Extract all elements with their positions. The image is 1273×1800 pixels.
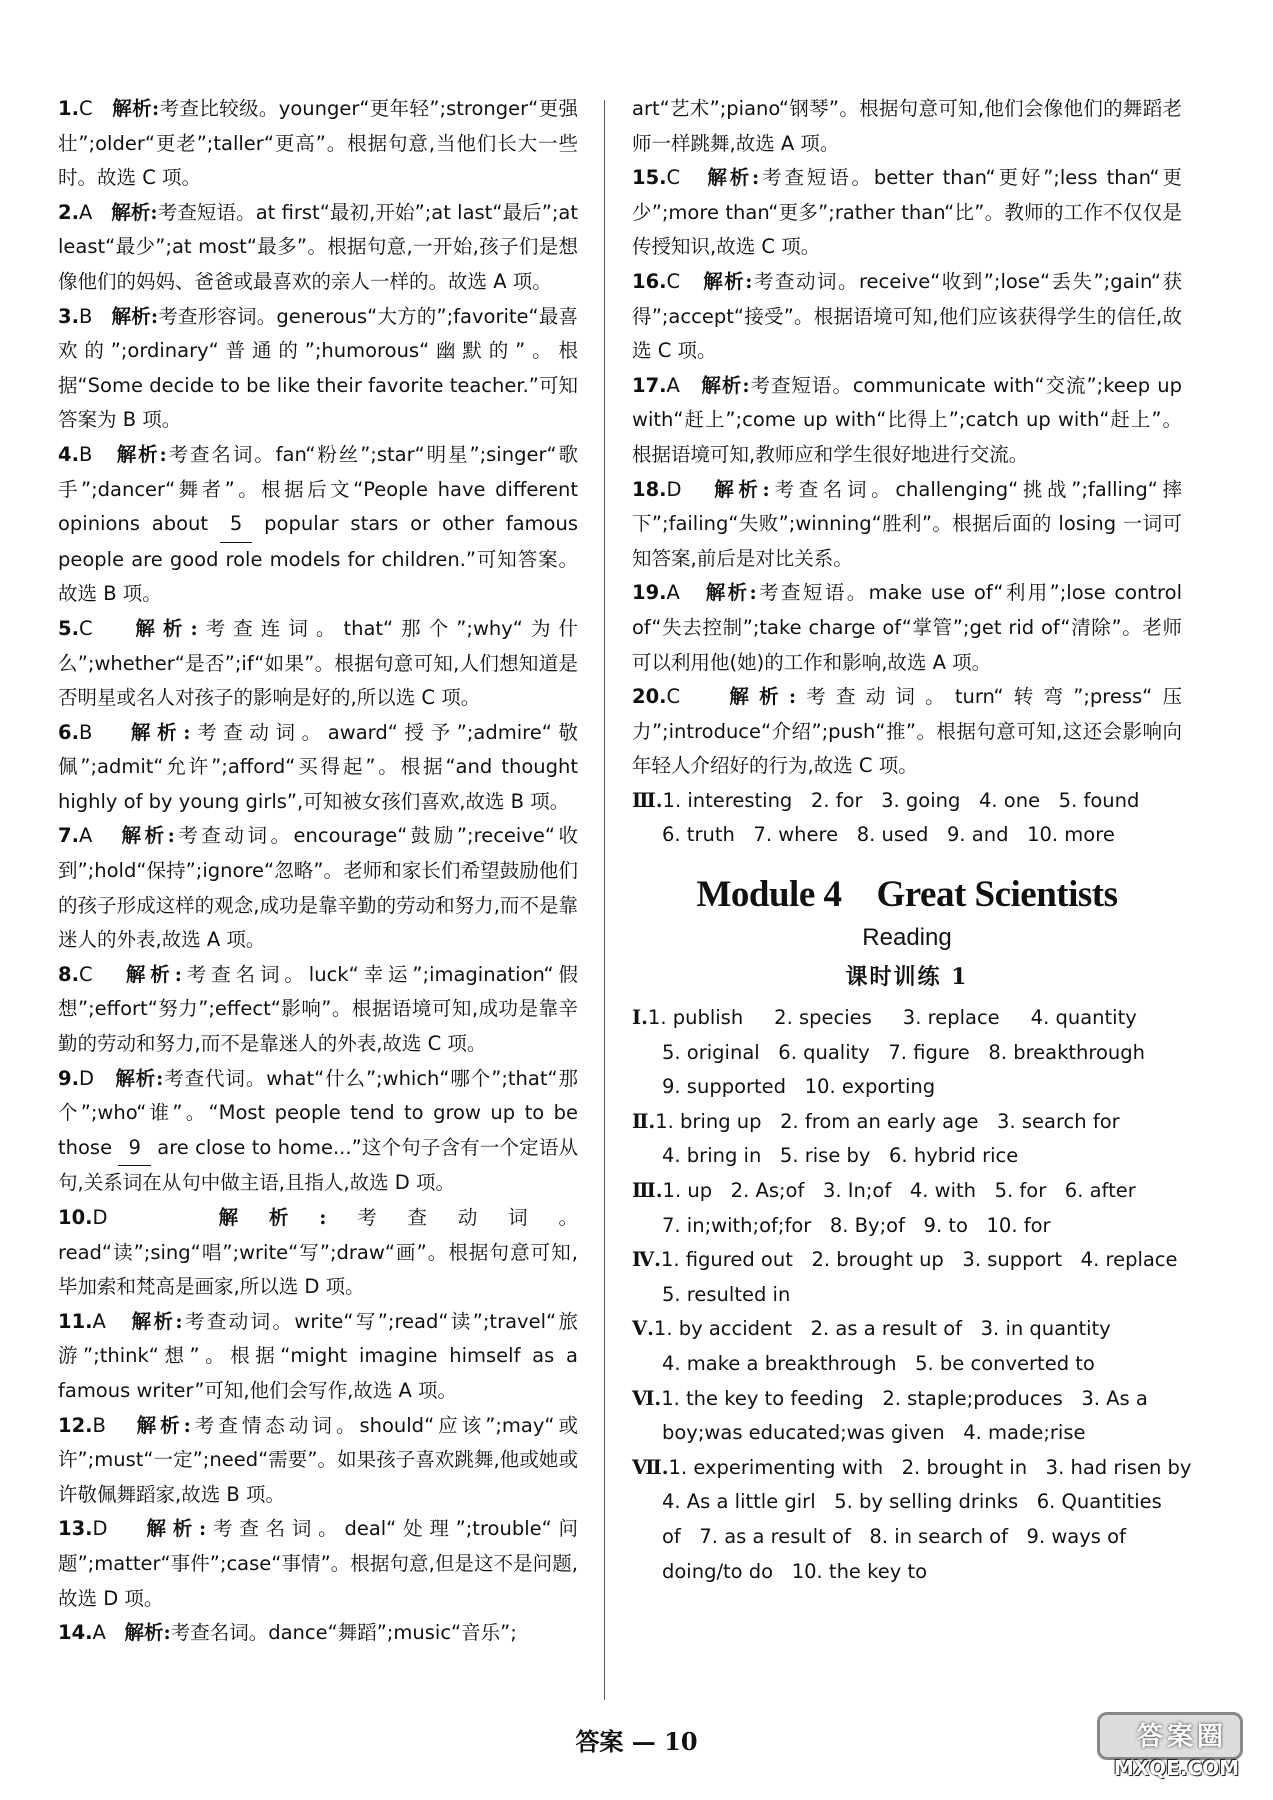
item-number: 7. [58,824,79,848]
item-number: 15. [632,166,667,190]
item-answer: A [666,373,680,397]
analysis-label: 解析: [218,1206,327,1229]
analysis-text: 考查形容词。generous“大方的”;favorite“最喜欢的”;ordinary“普通的”;humorous“幽默的”。根据“Some decide to be like their favorite teacher.”可知答案为 B 项。 [58,304,578,432]
item-number: 17. [632,373,667,397]
exercise-section [632,1174,1182,1243]
analysis-label: 解析: [131,1309,183,1333]
item-number: 16. [632,269,667,293]
section-line [632,1036,1182,1071]
analysis-text: 考查短语。better than“更好”;less than“更少”;more than“更多”;rather than“比”。教师的工作不仅仅是传授知识,故选 C 项。 [632,166,1182,259]
answer-item [632,265,1182,369]
item-number: 10. [58,1206,93,1229]
item-number: 18. [632,477,667,501]
analysis-label: 解析: [705,581,757,605]
answer-item [632,680,1182,784]
section-line-text: 9. supported 10. exporting [662,1075,936,1099]
item-number: 9. [58,1066,79,1090]
analysis-label: 解析: [111,304,159,328]
analysis-text: 考查名词。challenging“挑战”;falling“摔下”;failing“失败”;winning“胜利”。根据后面的 losing 一词可知答案,前后是对比关系。 [632,477,1182,570]
analysis-text: 考查代词。what“什么”;which“哪个”;that“那个”;who“谁”。“Most people tend to grow up to be those [58,1066,579,1159]
analysis-label: 解析: [121,824,175,848]
item-answer: B [78,304,93,328]
section-roman: Ⅱ. [632,1109,656,1133]
section-line [632,1451,1192,1486]
analysis-label: 解析: [701,373,750,397]
item-answer: C [666,685,681,709]
item-answer: A [92,1309,106,1333]
section-line [632,1312,1182,1347]
analysis-text: 考查动词。encourage“鼓励”;receive“收到”;hold“保持”;ignore“忽略”。老师和家长们希望鼓励他们的孩子形成这样的观念,成功是靠辛勤的劳动和努力,而不是靠迷人的外表,故选 A 项。 [58,824,578,952]
section-line-text: 1. by accident 2. as a result of 3. in quantity [653,1317,1111,1341]
analysis-label: 解析: [136,1413,191,1437]
item-answer: A [92,1621,106,1645]
section-line-text: of 7. as a result of 8. in search of 9. ways of [662,1524,1126,1548]
analysis-text: 考查动词。write“写”;read“读”;travel“旅游”;think“想”。根据“might imagine himself as a famous writer”可知,他们会写作,故选 A 项。 [58,1309,578,1402]
watermark-text: MXQE.COM [1113,1756,1239,1780]
item-number: 2. [58,200,79,224]
section-roman: Ⅶ. [632,1455,669,1479]
analysis-text: 考查短语。communicate with“交流”;keep up with“赶上”;come up with“比得上”;catch up with“赶上”。根据语境可知,教师应和学生很好地进行交流。 [632,373,1182,466]
lesson-heading: 课时训练 1 [845,964,969,991]
analysis-label: 解析: [111,200,158,224]
item-number: 6. [58,720,79,744]
exercise-section [632,1105,1182,1174]
section-line [632,1347,1182,1382]
section-line-text: 5. original 6. quality 7. figure 8. breakthrough [662,1040,1146,1064]
answer-item [58,1616,578,1651]
section-line-text: 4. As a little girl 5. by selling drinks 6. Quantities [662,1490,1162,1514]
exercise-section [632,1243,1182,1312]
section-line [632,1001,1182,1036]
section-line [632,1139,1182,1174]
reading-heading: Reading [862,924,952,952]
item-answer: D [78,1066,94,1090]
item-answer: B [78,442,93,466]
analysis-label: 解析: [112,97,160,120]
section-line-text: doing/to do 10. the key to [662,1559,928,1583]
section-roman: Ⅰ. [632,1006,648,1030]
section-line-text: 7. in;with;of;for 8. By;of 9. to 10. for [662,1213,1051,1237]
answer-item [58,1409,578,1513]
analysis-label: 解析: [116,442,167,466]
section-line [632,1209,1182,1244]
section-iii-line-1 [632,784,1182,819]
item-number: 11. [58,1309,93,1333]
section-line-text: 1. bring up 2. from an early age 3. search for [655,1109,1120,1133]
section-line-text: 1. the key to feeding 2. staple;produces 3. As a [661,1386,1148,1410]
item-number: 14. [58,1621,93,1645]
analysis-text: 考查动词。turn“转弯”;press“压力”;introduce“介绍”;push“推”。根据句意可知,这还会影响向年轻人介绍好的行为,故选 C 项。 [632,685,1182,778]
section-line-text: 1. figured out 2. brought up 3. support 4. replace [660,1248,1178,1272]
answer-item [58,300,578,438]
section-line [632,1416,1182,1451]
answer-item [58,438,578,612]
answer-item [58,1062,578,1201]
analysis-label: 解析: [135,616,198,640]
section-line [632,1174,1182,1209]
section-line: 1. interesting 2. for 3. going 4. one 5. found [662,788,1140,812]
answer-item [58,612,578,716]
answer-item [58,196,578,300]
item-number: 5. [58,616,79,640]
item-answer: C [78,962,93,986]
section-line-text: 1. experimenting with 2. brought in 3. had risen by [668,1455,1192,1479]
section-line [632,1070,1182,1105]
analysis-label: 解析: [130,720,191,744]
analysis-text: 考查名词。deal“处理”;trouble“问题”;matter“事件”;case“事情”。根据句意,但是这不是问题,故选 D 项。 [58,1517,578,1610]
section-roman: Ⅲ. [632,788,663,812]
section-roman: Ⅲ. [632,1179,663,1203]
item-answer: D [92,1517,108,1541]
analysis-label: 解析: [729,685,797,709]
answer-item [58,1305,578,1409]
analysis-text: 考查名词。dance“舞蹈”;music“音乐”; [170,1621,517,1645]
section-line [632,1520,1182,1555]
item-answer: A [78,824,93,848]
item-number: 19. [632,581,667,605]
section-roman: Ⅳ. [632,1248,661,1272]
analysis-text: 考查情态动词。should“应该”;may“或许”;must“一定”;need“需要”。如果孩子喜欢跳舞,他或她或许敬佩舞蹈家,故选 B 项。 [58,1413,578,1506]
analysis-text: are close to home...”这个句子含有一个定语从句,关系词在从句中做主语,且指人,故选 D 项。 [58,1135,578,1195]
section-line [632,1243,1182,1278]
item-answer: C [78,616,93,640]
module-title: Module 4 Great Scientists [696,874,1118,916]
analysis-label: 解析: [125,962,182,986]
section-line: 6. truth 7. where 8. used 9. and 10. more [662,823,1115,847]
analysis-text: 考查动词。award“授予”;admire“敬佩”;admit“允许”;afford“买得起”。根据“and thought highly of by young girls”,可知被女孩们喜欢,故选 B 项。 [58,720,578,813]
answer-item [58,819,578,957]
analysis-label: 解析: [714,477,770,501]
section-line [632,1382,1182,1417]
item-answer: B [92,1413,106,1437]
answer-item [58,1201,578,1305]
analysis-label: 解析: [124,1621,171,1645]
section-line [632,1485,1182,1520]
analysis-text: 考查短语。at first“最初,开始”;at last“最后”;at least“最少”;at most“最多”。根据句意,一开始,孩子们是想像他们的妈妈、爸爸或最喜欢的亲人一样的。故选 A 项。 [58,200,578,293]
analysis-label: 解析: [703,269,753,293]
section-line-text: 1. publish 2. species 3. replace 4. quantity [647,1006,1137,1030]
section-line-text: 4. bring in 5. rise by 6. hybrid rice [662,1144,1019,1168]
exercise-section [632,1312,1182,1381]
watermark-logo [1097,1712,1247,1782]
item-answer: C [78,97,93,120]
analysis-text: popular stars or other famous people are good role models for children.”可知答案。故选 B 项。 [58,512,578,606]
item-number: 3. [58,304,79,328]
section-line-text: boy;was educated;was given 4. made;rise [662,1421,1086,1445]
analysis-label: 解析: [707,166,760,190]
analysis-text: 考查名词。fan“粉丝”;star“明星”;singer“歌手”;dancer“舞者”。根据后文“People have different opinions about [58,442,578,536]
analysis-text: 考查动词。read“读”;sing“唱”;write“写”;draw“画”。根据句意可知,毕加索和梵高是画家,所以选 D 项。 [58,1206,578,1299]
item-answer: B [78,720,93,744]
section-line [632,1105,1182,1140]
answer-item [632,576,1182,680]
item-answer: A [666,581,680,605]
watermark-glyphs: 答案圈 [1136,1722,1227,1752]
section-line-text: 5. resulted in [662,1282,791,1306]
item-number: 20. [632,685,667,709]
item-answer: D [666,477,682,501]
page-footer: 答案 — 10 [575,1727,698,1756]
blank-number: 9 [118,1131,150,1167]
item-answer: C [666,269,681,293]
item-answer: D [92,1206,108,1229]
right-column [632,92,1192,1589]
column-divider [604,100,605,1700]
analysis-text: 考查连词。that“那个”;why“为什么”;whether“是否”;if“如果”。根据句意可知,人们想知道是否明星或名人对孩子的影响是好的,所以选 C 项。 [58,616,578,710]
item-number: 13. [58,1517,93,1541]
item-number: 4. [58,442,79,466]
section-iii-answers [632,784,1182,853]
section-line [632,1278,1182,1313]
exercise-sections [632,1001,1192,1589]
section-iii-line-2 [632,818,1182,853]
analysis-text: 考查名词。luck“幸运”;imagination“假想”;effort“努力”;effect“影响”。根据语境可知,成功是靠辛勤的劳动和努力,而不是靠迷人的外表,故选 C 项。 [58,962,578,1056]
analysis-text: 考查比较级。younger“更年轻”;stronger“更强壮”;older“更老”;taller“更高”。根据句意,当他们长大一些时。故选 C 项。 [58,97,578,190]
item-answer: C [666,166,681,190]
answer-item [632,473,1182,577]
left-column [58,92,578,1651]
answer-item [58,716,578,820]
item-number: 1. [58,97,79,120]
answer-item [58,958,578,1062]
analysis-label: 解析: [115,1066,164,1090]
exercise-section [632,1382,1182,1451]
answer-item [58,1512,578,1616]
section-line [632,1555,1182,1590]
blank-number: 5 [220,507,252,543]
section-roman: Ⅵ. [632,1386,662,1410]
item-number: 12. [58,1413,93,1437]
analysis-label: 解析: [146,1517,207,1541]
item-number: 8. [58,962,79,986]
answer-item [632,161,1182,265]
analysis-text: 考查短语。make use of“利用”;lose control of“失去控制”;take charge of“掌管”;get rid of“清除”。老师可以利用他(她)的工作和影响,故选 A 项。 [632,581,1182,674]
item-14-continuation: art“艺术”;piano“钢琴”。根据句意可知,他们会像他们的舞蹈老师一样跳舞,故选 A 项。 [632,97,1182,155]
section-line-text: 1. up 2. As;of 3. In;of 4. with 5. for 6. after [662,1179,1136,1203]
exercise-section [632,1001,1182,1105]
analysis-text: 考查动词。receive“收到”;lose“丢失”;gain“获得”;accept“接受”。根据语境可知,他们应该获得学生的信任,故选 C 项。 [632,269,1183,363]
section-roman: Ⅴ. [632,1317,654,1341]
item-answer: A [78,200,93,224]
right-items [632,161,1182,784]
answer-item [58,92,578,196]
section-line-text: 4. make a breakthrough 5. be converted to [662,1352,1095,1375]
exercise-section [632,1451,1192,1589]
answer-item [632,369,1182,473]
